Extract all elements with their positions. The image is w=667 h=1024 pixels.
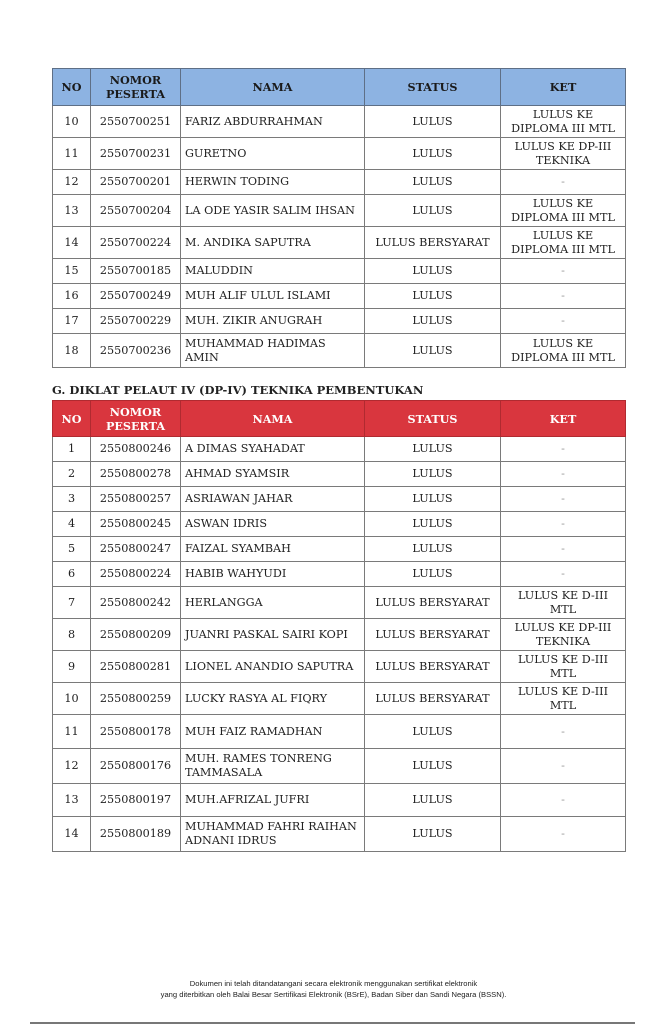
cell-nama: HABIB WAHYUDI — [181, 562, 365, 587]
cell-nomor: 2550800189 — [91, 817, 181, 852]
cell-ket: - — [501, 487, 626, 512]
cell-nama: FAIZAL SYAMBAH — [181, 537, 365, 562]
cell-ket: - — [501, 715, 626, 749]
cell-ket: - — [501, 749, 626, 784]
cell-nama: A DIMAS SYAHADAT — [181, 437, 365, 462]
cell-nama: HERWIN TODING — [181, 170, 365, 195]
cell-no: 13 — [53, 784, 91, 817]
cell-nomor: 2550800209 — [91, 619, 181, 651]
table-header-row — [53, 69, 626, 106]
cell-nama: ASWAN IDRIS — [181, 512, 365, 537]
header-nama: NAMA — [181, 69, 365, 106]
cell-nama: MALUDDIN — [181, 259, 365, 284]
header-nomor-peserta: NOMOR PESERTA — [91, 69, 181, 106]
cell-ket: LULUS KE D-III MTL — [501, 651, 626, 683]
cell-nama: MUHAMMAD HADIMAS AMIN — [181, 334, 365, 368]
cell-ket: LULUS KE D-III MTL — [501, 683, 626, 715]
footer-line-2: yang diterbitkan oleh Balai Besar Sertifikasi Elektronik (BSrE), Badan Siber dan Sandi Negara (BSSN). — [160, 990, 507, 999]
cell-no: 15 — [53, 259, 91, 284]
cell-nomor: 2550700251 — [91, 106, 181, 138]
cell-nama: M. ANDIKA SAPUTRA — [181, 227, 365, 259]
cell-nomor: 2550700224 — [91, 227, 181, 259]
cell-nomor: 2550700229 — [91, 309, 181, 334]
cell-ket: LULUS KE D-III MTL — [501, 587, 626, 619]
cell-status: LULUS — [365, 715, 501, 749]
cell-status: LULUS — [365, 537, 501, 562]
cell-status: LULUS BERSYARAT — [365, 619, 501, 651]
cell-no: 11 — [53, 138, 91, 170]
cell-ket: LULUS KE DIPLOMA III MTL — [501, 195, 626, 227]
cell-no: 17 — [53, 309, 91, 334]
header-no: NO — [53, 401, 91, 437]
cell-ket: - — [501, 309, 626, 334]
cell-ket: - — [501, 537, 626, 562]
cell-nomor: 2550800176 — [91, 749, 181, 784]
cell-nomor: 2550800246 — [91, 437, 181, 462]
cell-nama: MUH ALIF ULUL ISLAMI — [181, 284, 365, 309]
cell-nama: HERLANGGA — [181, 587, 365, 619]
header-nomor-peserta: NOMOR PESERTA — [91, 401, 181, 437]
cell-nama: AHMAD SYAMSIR — [181, 462, 365, 487]
cell-ket: LULUS KE DIPLOMA III MTL — [501, 106, 626, 138]
cell-nomor: 2550800257 — [91, 487, 181, 512]
table-row — [53, 749, 626, 784]
cell-nama: MUH.AFRIZAL JUFRI — [181, 784, 365, 817]
cell-nomor: 2550800278 — [91, 462, 181, 487]
cell-nama: ASRIAWAN JAHAR — [181, 487, 365, 512]
cell-ket: LULUS KE DP-III TEKNIKA — [501, 138, 626, 170]
cell-no: 11 — [53, 715, 91, 749]
cell-ket: - — [501, 562, 626, 587]
cell-no: 5 — [53, 537, 91, 562]
cell-no: 6 — [53, 562, 91, 587]
cell-status: LULUS BERSYARAT — [365, 683, 501, 715]
cell-no: 14 — [53, 227, 91, 259]
cell-status: LULUS — [365, 334, 501, 368]
cell-no: 12 — [53, 749, 91, 784]
cell-ket: LULUS KE DIPLOMA III MTL — [501, 334, 626, 368]
table-row — [53, 784, 626, 817]
cell-status: LULUS — [365, 784, 501, 817]
table-row — [53, 537, 626, 562]
table-row — [53, 562, 626, 587]
table-row — [53, 227, 626, 259]
cell-nomor: 2550800259 — [91, 683, 181, 715]
cell-status: LULUS — [365, 106, 501, 138]
cell-nomor: 2550700185 — [91, 259, 181, 284]
table-row — [53, 170, 626, 195]
cell-ket: - — [501, 170, 626, 195]
cell-nama: LIONEL ANANDIO SAPUTRA — [181, 651, 365, 683]
table-row — [53, 487, 626, 512]
cell-status: LULUS — [365, 437, 501, 462]
header-no: NO — [53, 69, 91, 106]
cell-status: LULUS — [365, 195, 501, 227]
cell-status: LULUS — [365, 309, 501, 334]
header-nama: NAMA — [181, 401, 365, 437]
footer-line-1: Dokumen ini telah ditandatangani secara elektronik menggunakan sertifikat elektronik — [189, 979, 478, 988]
table-row — [53, 259, 626, 284]
cell-nama: MUH FAIZ RAMADHAN — [181, 715, 365, 749]
cell-no: 12 — [53, 170, 91, 195]
cell-status: LULUS — [365, 284, 501, 309]
cell-status: LULUS — [365, 170, 501, 195]
cell-status: LULUS — [365, 749, 501, 784]
cell-no: 16 — [53, 284, 91, 309]
table-row — [53, 309, 626, 334]
table-row — [53, 512, 626, 537]
cell-ket: - — [501, 817, 626, 852]
cell-nama: LA ODE YASIR SALIM IHSAN — [181, 195, 365, 227]
cell-nama: MUH. RAMES TONRENG TAMMASALA — [181, 749, 365, 784]
cell-ket: - — [501, 512, 626, 537]
cell-ket: LULUS KE DIPLOMA III MTL — [501, 227, 626, 259]
cell-status: LULUS — [365, 462, 501, 487]
cell-nomor: 2550800281 — [91, 651, 181, 683]
cell-no: 4 — [53, 512, 91, 537]
header-ket: KET — [501, 69, 626, 106]
table-row — [53, 715, 626, 749]
cell-no: 13 — [53, 195, 91, 227]
cell-status: LULUS BERSYARAT — [365, 587, 501, 619]
cell-status: LULUS — [365, 817, 501, 852]
cell-status: LULUS BERSYARAT — [365, 227, 501, 259]
cell-no: 18 — [53, 334, 91, 368]
cell-ket: LULUS KE DP-III TEKNIKA — [501, 619, 626, 651]
table-row — [53, 462, 626, 487]
cell-ket: - — [501, 437, 626, 462]
cell-no: 8 — [53, 619, 91, 651]
cell-nama: JUANRI PASKAL SAIRI KOPI — [181, 619, 365, 651]
cell-nomor: 2550800197 — [91, 784, 181, 817]
cell-nama: MUHAMMAD FAHRI RAIHAN ADNANI IDRUS — [181, 817, 365, 852]
cell-nama: GURETNO — [181, 138, 365, 170]
cell-nomor: 2550700231 — [91, 138, 181, 170]
table-row — [53, 334, 626, 368]
cell-ket: - — [501, 284, 626, 309]
e-signature-footer — [0, 978, 667, 1000]
cell-no: 7 — [53, 587, 91, 619]
table-row — [53, 138, 626, 170]
cell-no: 1 — [53, 437, 91, 462]
cell-status: LULUS — [365, 512, 501, 537]
table-row — [53, 195, 626, 227]
cell-no: 9 — [53, 651, 91, 683]
table-row — [53, 651, 626, 683]
cell-nomor: 2550800178 — [91, 715, 181, 749]
results-table-continued — [52, 68, 626, 368]
results-table-dp-iv-teknika — [52, 400, 626, 852]
table-row — [53, 619, 626, 651]
cell-nama: MUH. ZIKIR ANUGRAH — [181, 309, 365, 334]
table-row — [53, 437, 626, 462]
cell-no: 2 — [53, 462, 91, 487]
table-row — [53, 587, 626, 619]
cell-nomor: 2550800242 — [91, 587, 181, 619]
cell-nomor: 2550800245 — [91, 512, 181, 537]
cell-nomor: 2550700201 — [91, 170, 181, 195]
cell-status: LULUS BERSYARAT — [365, 651, 501, 683]
table-row — [53, 683, 626, 715]
cell-nomor: 2550700236 — [91, 334, 181, 368]
cell-nomor: 2550800224 — [91, 562, 181, 587]
section-title: G. DIKLAT PELAUT IV (DP-IV) TEKNIKA PEMBENTUKAN — [52, 383, 424, 397]
cell-nomor: 2550700204 — [91, 195, 181, 227]
cell-nama: FARIZ ABDURRAHMAN — [181, 106, 365, 138]
cell-status: LULUS — [365, 138, 501, 170]
cell-nomor: 2550800247 — [91, 537, 181, 562]
cell-ket: - — [501, 259, 626, 284]
table-row — [53, 817, 626, 852]
cell-no: 14 — [53, 817, 91, 852]
cell-no: 10 — [53, 106, 91, 138]
header-status: STATUS — [365, 69, 501, 106]
cell-no: 10 — [53, 683, 91, 715]
header-ket: KET — [501, 401, 626, 437]
cell-nama: LUCKY RASYA AL FIQRY — [181, 683, 365, 715]
header-status: STATUS — [365, 401, 501, 437]
cell-ket: - — [501, 784, 626, 817]
cell-no: 3 — [53, 487, 91, 512]
cell-status: LULUS — [365, 259, 501, 284]
table-row — [53, 284, 626, 309]
cell-ket: - — [501, 462, 626, 487]
cell-status: LULUS — [365, 487, 501, 512]
table-header-row — [53, 401, 626, 437]
cell-status: LULUS — [365, 562, 501, 587]
cell-nomor: 2550700249 — [91, 284, 181, 309]
table-row — [53, 106, 626, 138]
